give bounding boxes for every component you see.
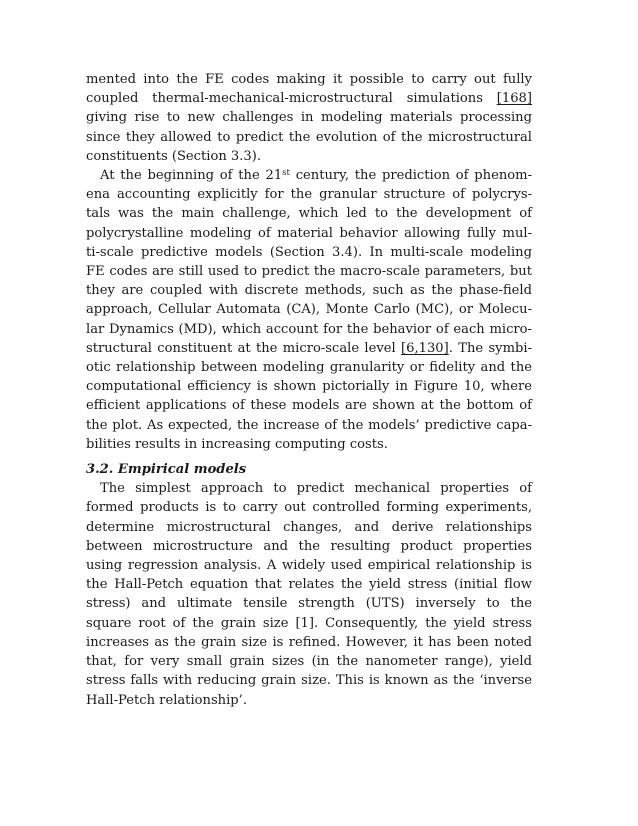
text-line: constituents (Section 3.3).	[86, 148, 262, 164]
text-fragment: structural constituent at the micro-scale level	[86, 340, 402, 356]
text-line: otic relationship between modeling granularity or fidelity and the	[86, 360, 532, 376]
citation-link-6-130[interactable]: [6,130]	[401, 340, 449, 356]
paragraph-2	[86, 166, 532, 454]
text-line: stress) and ultimate tensile strength (UTS) inversely to the	[86, 596, 532, 612]
text-line: FE codes are still used to predict the macro-scale parameters, but	[86, 264, 532, 280]
text-line: between microstructure and the resulting product properties	[86, 538, 532, 554]
text-line: giving rise to new challenges in modeling materials processing	[86, 110, 532, 126]
text-line: approach, Cellular Automata (CA), Monte Carlo (MC), or Molecu-	[86, 302, 532, 318]
text-line: ti-scale predictive models (Section 3.4). In multi-scale modeling	[86, 244, 532, 260]
text-line: square root of the grain size [1]. Consequently, the yield stress	[86, 615, 532, 631]
text-fragment: At the beginning of the 21	[100, 168, 283, 184]
text-fragment: . The symbi-	[448, 340, 532, 356]
text-line: that, for very small grain sizes (in the nanometer range), yield	[86, 654, 532, 670]
text-line: increases as the grain size is refined. However, it has been noted	[86, 634, 532, 650]
citation-link-168[interactable]: [168]	[496, 91, 532, 107]
text-line: tals was the main challenge, which led to the development of	[86, 206, 532, 222]
text-line: mented into the FE codes making it possible to carry out fully	[86, 72, 532, 87]
text-line	[86, 339, 532, 358]
text-line: stress falls with reducing grain size. This is known as the ‘inverse	[86, 673, 532, 689]
text-line: bilities results in increasing computing costs.	[86, 436, 388, 452]
section-heading: 3.2. Empirical models	[86, 462, 247, 478]
text-line: they are coupled with discrete methods, such as the phase-field	[86, 283, 532, 299]
text-line: using regression analysis. A widely used empirical relationship is	[86, 558, 532, 574]
text-line: since they allowed to predict the evolution of the microstructural	[86, 129, 532, 145]
text-line	[86, 89, 532, 108]
text-line: the Hall-Petch equation that relates the yield stress (initial flow	[86, 577, 532, 593]
text-line: efficient applications of these models are shown at the bottom of	[86, 398, 532, 414]
text-line: computational efficiency is shown pictorially in Figure 10, where	[86, 379, 532, 395]
text-line: polycrystalline modeling of material behavior allowing fully mul-	[86, 225, 532, 241]
text-line	[86, 166, 532, 185]
text-line: lar Dynamics (MD), which account for the behavior of each micro-	[86, 321, 532, 337]
superscript: st	[282, 168, 290, 179]
text-fragment: coupled thermal-mechanical-microstructural simulations	[86, 91, 497, 107]
text-line: the plot. As expected, the increase of the models’ predictive capa-	[86, 417, 532, 433]
text-line: formed products is to carry out controlled forming experiments,	[86, 500, 532, 516]
paragraph-3	[86, 479, 532, 709]
text-line: The simplest approach to predict mechanical properties of	[100, 481, 532, 497]
text-fragment: century, the prediction of phenom-	[289, 168, 532, 184]
text-line: ena accounting explicitly for the granular structure of polycrys-	[86, 187, 532, 203]
paragraph-1	[86, 70, 532, 166]
text-line: determine microstructural changes, and derive relationships	[86, 519, 532, 535]
document-page	[86, 70, 532, 710]
text-line: Hall-Petch relationship’.	[86, 692, 247, 708]
